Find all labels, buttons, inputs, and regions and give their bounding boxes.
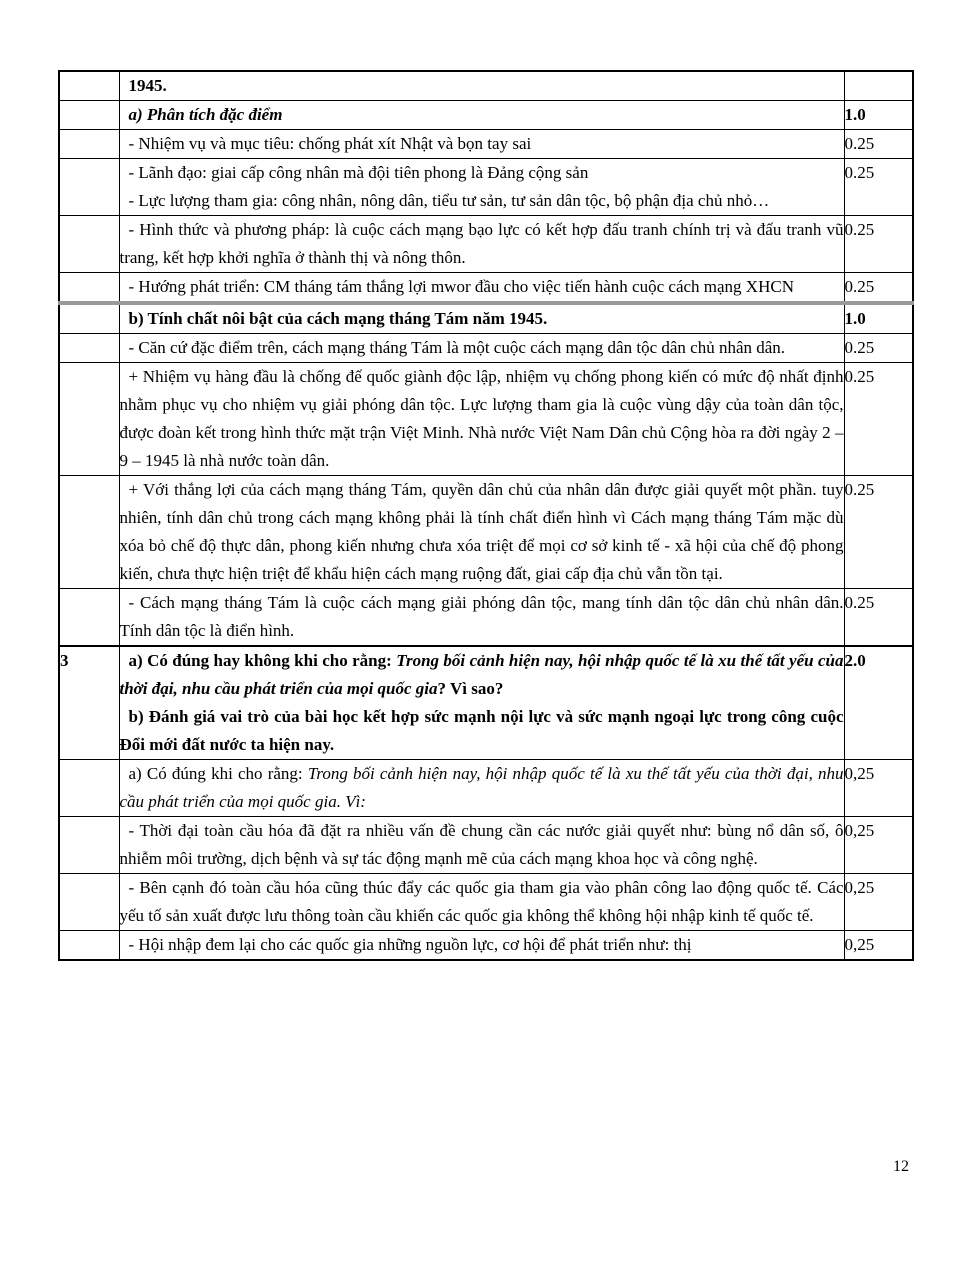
score-value: 0.25 — [844, 220, 875, 239]
score-value: 0,25 — [844, 764, 875, 783]
answer-paragraph — [120, 589, 844, 645]
table-row — [59, 589, 913, 647]
text-run: a) Có đúng khi cho rằng: — [128, 764, 308, 783]
answer-paragraph — [120, 159, 844, 187]
table-row — [59, 130, 913, 159]
answer-paragraph — [120, 703, 844, 759]
question-number-cell — [59, 130, 119, 159]
score-cell — [844, 159, 913, 216]
score-cell — [844, 273, 913, 304]
score-value: 0.25 — [844, 593, 875, 612]
table-row — [59, 273, 913, 304]
answer-paragraph — [120, 216, 844, 272]
question-number-cell — [59, 646, 119, 760]
score-cell — [844, 130, 913, 159]
score-value: 0.25 — [844, 134, 875, 153]
answer-content-cell — [119, 71, 844, 101]
text-run: - Hướng phát triển: CM tháng tám thắng lợi mwor đầu cho việc tiến hành cuộc cách mạng XHCN — [128, 277, 794, 296]
answer-content-cell — [119, 130, 844, 159]
answer-paragraph — [120, 273, 844, 301]
score-value: 0,25 — [844, 935, 875, 954]
answer-paragraph — [120, 363, 844, 475]
score-value: 0,25 — [844, 878, 875, 897]
score-cell — [844, 334, 913, 363]
question-number-cell — [59, 303, 119, 334]
text-run: b) Tính chất nôi bật của cách mạng tháng Tám năm 1945. — [128, 309, 548, 328]
answer-paragraph — [120, 760, 844, 816]
answer-content-cell — [119, 363, 844, 476]
answer-paragraph — [120, 305, 844, 333]
question-number-cell — [59, 159, 119, 216]
answer-paragraph — [120, 874, 844, 930]
score-cell — [844, 760, 913, 817]
answer-paragraph — [120, 101, 844, 129]
table-row — [59, 71, 913, 101]
text-run: - Hội nhập đem lại cho các quốc gia những nguồn lực, cơ hội để phát triển như: thị — [128, 935, 692, 954]
question-number-cell — [59, 334, 119, 363]
text-run: - Lực lượng tham gia: công nhân, nông dân, tiểu tư sản, tư sản dân tộc, bộ phận địa chủ nhỏ… — [128, 191, 770, 210]
score-cell — [844, 646, 913, 760]
score-value: 0.25 — [844, 367, 875, 386]
text-run: + Nhiệm vụ hàng đầu là chống đế quốc giành độc lập, nhiệm vụ chống phong kiến có mức độ nhất định nhằm phục vụ cho nhiệm vụ giải phóng dân tộc. Lực lượng tham gia là cuộc vùng dậy của toàn dân tộc, được đoàn kết trong hình thức mặt trận Việt Minh. Nhà nước Việt Nam Dân chủ Cộng hòa ra đời ngày 2 – 9 – 1945 là nhà nước toàn dân. — [119, 367, 844, 470]
table-row — [59, 476, 913, 589]
text-run: a) Phân tích đặc điểm — [128, 105, 283, 124]
question-number-cell — [59, 874, 119, 931]
text-run: - Bên cạnh đó toàn cầu hóa cũng thúc đẩy các quốc gia tham gia vào phân công lao động quốc tế. Các yếu tố sản xuất được lưu thông toàn cầu khiến các quốc gia không thể không hội nhập kinh tế quốc tế. — [119, 878, 844, 925]
score-value: 0.25 — [844, 480, 875, 499]
text-run: + Với thắng lợi của cách mạng tháng Tám, quyền dân chủ của nhân dân được giải quyết một phần. tuy nhiên, tính dân chủ trong cách mạng không phải là tính chất điển hình vì Cách mạng tháng Tám mặc dù xóa bỏ chế độ thực dân, phong kiến nhưng chưa xóa triệt để mọi cơ sở kinh tế - xã hội của chế độ phong kiến, chưa thực hiện triệt để khẩu hiện cách mạng ruộng đất, giai cấp địa chủ vẫn tồn tại. — [119, 480, 844, 583]
table-row — [59, 334, 913, 363]
score-value: 0,25 — [844, 821, 875, 840]
score-cell — [844, 817, 913, 874]
answer-paragraph — [120, 931, 844, 959]
question-number-cell — [59, 760, 119, 817]
answer-content-cell — [119, 273, 844, 304]
table-row — [59, 159, 913, 216]
answer-paragraph — [120, 817, 844, 873]
table-row — [59, 646, 913, 760]
answer-paragraph — [120, 187, 844, 215]
text-run: 1945. — [128, 76, 167, 95]
score-cell — [844, 931, 913, 961]
table-row — [59, 931, 913, 961]
answer-content-cell — [119, 760, 844, 817]
page-number: 12 — [893, 1158, 909, 1175]
answer-content-cell — [119, 931, 844, 961]
answer-paragraph — [120, 130, 844, 158]
table-row — [59, 874, 913, 931]
score-cell — [844, 589, 913, 647]
answer-content-cell — [119, 159, 844, 216]
text-run: ? Vì sao? — [437, 679, 504, 698]
question-number-cell — [59, 817, 119, 874]
question-number-cell — [59, 931, 119, 961]
score-value: 0.25 — [844, 338, 875, 357]
score-cell — [844, 874, 913, 931]
answer-paragraph — [120, 72, 844, 100]
score-value: 0.25 — [844, 163, 875, 182]
text-run: - Hình thức và phương pháp: là cuộc cách mạng bạo lực có kết hợp đấu tranh chính trị và đấu tranh vũ trang, kết hợp khởi nghĩa ở thành thị và nông thôn. — [119, 220, 844, 267]
answer-paragraph — [120, 476, 844, 588]
answer-content-cell — [119, 303, 844, 334]
table-row — [59, 817, 913, 874]
table-row — [59, 216, 913, 273]
score-value: 1.0 — [844, 309, 866, 328]
answer-content-cell — [119, 817, 844, 874]
text-run: - Căn cứ đặc điểm trên, cách mạng tháng Tám là một cuộc cách mạng dân tộc dân chủ nhân dân. — [128, 338, 786, 357]
score-cell — [844, 476, 913, 589]
score-cell — [844, 101, 913, 130]
question-number-cell — [59, 216, 119, 273]
answer-paragraph — [120, 647, 844, 703]
text-run: Trong bối cảnh hiện nay, hội nhập quốc tế là xu thế tất yếu của thời đại, nhu cầu phát triển của mọi quốc gia. Vì: — [119, 764, 844, 811]
score-cell — [844, 216, 913, 273]
table-row — [59, 363, 913, 476]
answer-content-cell — [119, 334, 844, 363]
table-row — [59, 760, 913, 817]
text-run: - Thời đại toàn cầu hóa đã đặt ra nhiều vấn đề chung cần các nước giải quyết như: bùng nổ dân số, ô nhiễm môi trường, dịch bệnh và sự tác động mạnh mẽ của cách mạng khoa học và công nghệ. — [119, 821, 844, 868]
question-number-cell — [59, 476, 119, 589]
text-run: - Cách mạng tháng Tám là cuộc cách mạng giải phóng dân tộc, mang tính dân tộc dân chủ nhân dân. Tính dân tộc là điển hình. — [119, 593, 844, 640]
question-number-cell — [59, 71, 119, 101]
question-number-cell — [59, 363, 119, 476]
question-number: 3 — [60, 651, 69, 670]
answer-content-cell — [119, 216, 844, 273]
text-run: b) Đánh giá vai trò của bài học kết hợp sức mạnh nội lực và sức mạnh ngoại lực trong công cuộc Đổi mới đất nước ta hiện nay. — [119, 707, 844, 754]
score-cell — [844, 363, 913, 476]
rubric-table-body — [59, 71, 913, 960]
answer-paragraph — [120, 334, 844, 362]
answer-content-cell — [119, 589, 844, 647]
text-run: a) Có đúng hay không khi cho rằng: — [128, 651, 397, 670]
score-value: 1.0 — [844, 105, 866, 124]
score-value: 2.0 — [844, 651, 866, 670]
question-number-cell — [59, 589, 119, 647]
question-number-cell — [59, 273, 119, 304]
rubric-table — [58, 70, 914, 961]
score-value: 0.25 — [844, 277, 875, 296]
score-cell — [844, 71, 913, 101]
answer-content-cell — [119, 646, 844, 760]
text-run: - Nhiệm vụ và mục tiêu: chống phát xít Nhật và bọn tay sai — [128, 134, 532, 153]
answer-content-cell — [119, 874, 844, 931]
answer-content-cell — [119, 101, 844, 130]
answer-content-cell — [119, 476, 844, 589]
table-row — [59, 101, 913, 130]
text-run: - Lãnh đạo: giai cấp công nhân mà đội tiên phong là Đảng cộng sản — [128, 163, 589, 182]
table-row — [59, 303, 913, 334]
score-cell — [844, 303, 913, 334]
text-run: Trong bối cảnh hiện nay, hội nhập quốc tế là xu thế tất yếu của thời đại, nhu cầu phát triển của mọi quốc gia — [119, 651, 844, 698]
question-number-cell — [59, 101, 119, 130]
